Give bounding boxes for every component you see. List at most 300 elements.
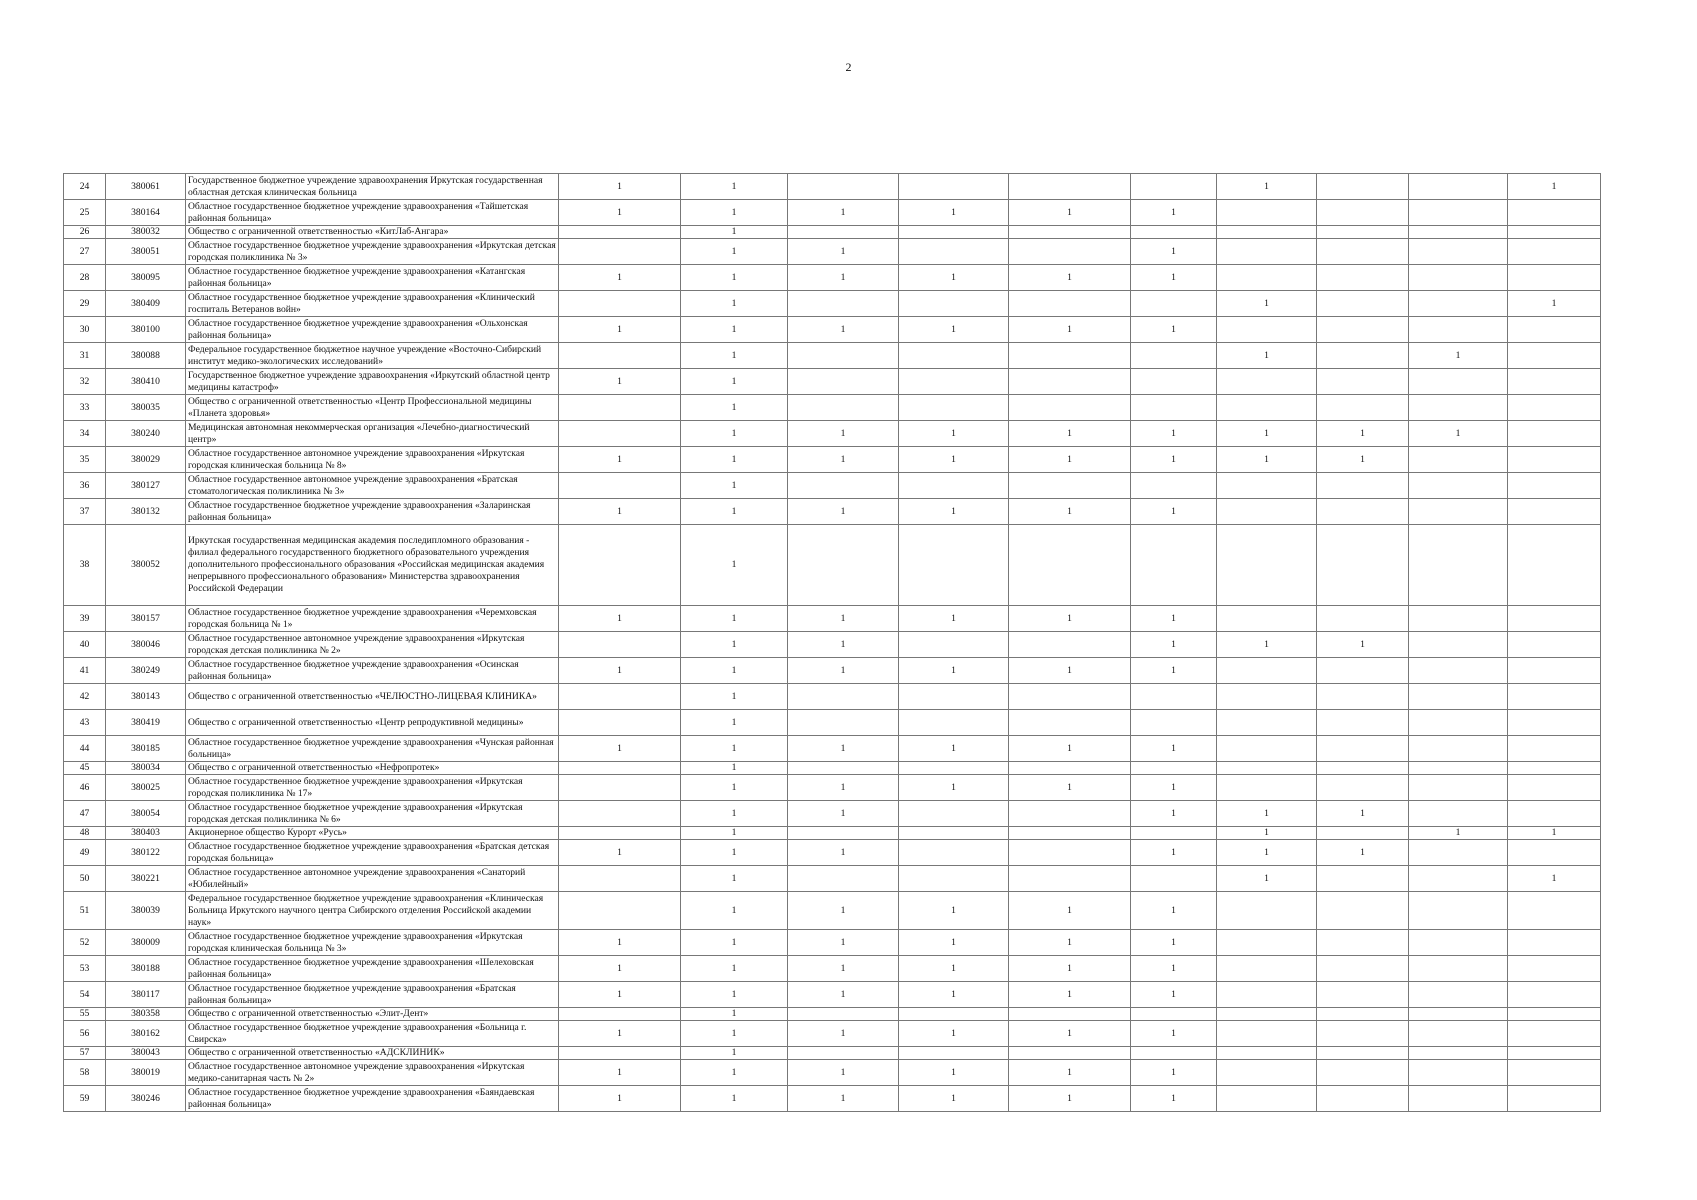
table-row	[64, 343, 1601, 369]
flag-cell: 1	[681, 317, 788, 343]
flag-cell	[1508, 658, 1601, 684]
table-row	[64, 684, 1601, 710]
row-number: 27	[64, 239, 106, 265]
organization-name: Областное государственное автономное учреждение здравоохранения «Иркутская городская детская поликлиника № 2»	[186, 632, 559, 658]
flag-cell	[788, 369, 899, 395]
flag-cell: 1	[681, 1021, 788, 1047]
flag-cell	[1409, 265, 1508, 291]
flag-cell	[1508, 930, 1601, 956]
registry-code: 380410	[106, 369, 186, 395]
flag-cell	[1317, 892, 1409, 930]
flag-cell	[788, 174, 899, 200]
flag-cell	[1009, 684, 1131, 710]
flag-cell	[1217, 982, 1317, 1008]
registry-code: 380221	[106, 866, 186, 892]
flag-cell: 1	[681, 684, 788, 710]
flag-cell	[1508, 1008, 1601, 1021]
flag-cell	[559, 684, 681, 710]
flag-cell: 1	[559, 840, 681, 866]
flag-cell	[1409, 447, 1508, 473]
registry-code: 380095	[106, 265, 186, 291]
flag-cell	[788, 226, 899, 239]
flag-cell	[1217, 395, 1317, 421]
flag-cell	[1508, 606, 1601, 632]
flag-cell: 1	[1131, 658, 1217, 684]
organization-name: Общество с ограниченной ответственностью «Нефропротек»	[186, 762, 559, 775]
flag-cell	[1217, 1008, 1317, 1021]
flag-cell	[899, 291, 1009, 317]
table-row	[64, 447, 1601, 473]
registry-code: 380019	[106, 1060, 186, 1086]
flag-cell	[899, 525, 1009, 606]
flag-cell	[788, 1047, 899, 1060]
flag-cell	[1131, 343, 1217, 369]
table-row	[64, 421, 1601, 447]
table-row	[64, 525, 1601, 606]
flag-cell	[1409, 226, 1508, 239]
organization-name: Областное государственное бюджетное учреждение здравоохранения «Клинический госпиталь Ветеранов войн»	[186, 291, 559, 317]
flag-cell: 1	[1217, 632, 1317, 658]
flag-cell: 1	[681, 956, 788, 982]
flag-cell: 1	[1009, 892, 1131, 930]
row-number: 30	[64, 317, 106, 343]
flag-cell	[1508, 239, 1601, 265]
flag-cell	[1131, 473, 1217, 499]
flag-cell: 1	[1131, 956, 1217, 982]
row-number: 55	[64, 1008, 106, 1021]
flag-cell	[1409, 1047, 1508, 1060]
registry-code: 380246	[106, 1086, 186, 1112]
registry-code: 380162	[106, 1021, 186, 1047]
flag-cell	[788, 395, 899, 421]
flag-cell	[1409, 762, 1508, 775]
flag-cell: 1	[1009, 421, 1131, 447]
row-number: 43	[64, 710, 106, 736]
flag-cell	[1009, 473, 1131, 499]
flag-cell	[559, 1008, 681, 1021]
organization-name: Общество с ограниченной ответственностью «АДСКЛИНИК»	[186, 1047, 559, 1060]
registry-code: 380051	[106, 239, 186, 265]
row-number: 45	[64, 762, 106, 775]
flag-cell	[1317, 1021, 1409, 1047]
registry-code: 380127	[106, 473, 186, 499]
flag-cell: 1	[899, 317, 1009, 343]
organization-name: Областное государственное бюджетное учреждение здравоохранения «Иркутская городская поликлиника № 17»	[186, 775, 559, 801]
flag-cell: 1	[1317, 801, 1409, 827]
flag-cell	[559, 632, 681, 658]
flag-cell: 1	[1217, 174, 1317, 200]
flag-cell	[899, 343, 1009, 369]
flag-cell	[1409, 710, 1508, 736]
flag-cell	[788, 710, 899, 736]
table-row	[64, 200, 1601, 226]
flag-cell	[1508, 775, 1601, 801]
flag-cell: 1	[681, 265, 788, 291]
flag-cell: 1	[899, 606, 1009, 632]
flag-cell: 1	[1317, 447, 1409, 473]
flag-cell	[788, 762, 899, 775]
flag-cell	[1217, 1060, 1317, 1086]
flag-cell: 1	[1217, 447, 1317, 473]
registry-code: 380419	[106, 710, 186, 736]
flag-cell	[1217, 606, 1317, 632]
flag-cell	[1217, 658, 1317, 684]
flag-cell	[1317, 930, 1409, 956]
organization-name: Медицинская автономная некоммерческая организация «Лечебно-диагностический центр»	[186, 421, 559, 447]
flag-cell	[1217, 775, 1317, 801]
flag-cell: 1	[788, 1086, 899, 1112]
flag-cell: 1	[681, 1060, 788, 1086]
flag-cell: 1	[1009, 1060, 1131, 1086]
row-number: 32	[64, 369, 106, 395]
organization-name: Областное государственное автономное учреждение здравоохранения «Иркутская городская клиническая больница № 8»	[186, 447, 559, 473]
row-number: 33	[64, 395, 106, 421]
registry-code: 380039	[106, 892, 186, 930]
organization-name: Иркутская государственная медицинская академия последипломного образования - филиал федерального государственного бюджетного образовательного учреждения дополнительного профессионального образования «Российская медицинская академия непрерывного профессионального образования» Министерства здравоохранения Российской Федерации	[186, 525, 559, 606]
flag-cell: 1	[1009, 606, 1131, 632]
flag-cell: 1	[681, 200, 788, 226]
flag-cell: 1	[788, 265, 899, 291]
flag-cell	[1131, 762, 1217, 775]
flag-cell	[1409, 658, 1508, 684]
flag-cell	[1508, 736, 1601, 762]
flag-cell: 1	[559, 200, 681, 226]
flag-cell	[1409, 956, 1508, 982]
flag-cell	[1317, 369, 1409, 395]
flag-cell: 1	[681, 499, 788, 525]
table-row	[64, 840, 1601, 866]
flag-cell	[899, 827, 1009, 840]
registry-code: 380122	[106, 840, 186, 866]
flag-cell: 1	[559, 317, 681, 343]
flag-cell: 1	[681, 174, 788, 200]
flag-cell: 1	[1009, 1021, 1131, 1047]
flag-cell: 1	[1131, 421, 1217, 447]
flag-cell	[899, 1008, 1009, 1021]
flag-cell	[788, 291, 899, 317]
flag-cell: 1	[1409, 827, 1508, 840]
flag-cell: 1	[559, 447, 681, 473]
flag-cell	[899, 632, 1009, 658]
flag-cell: 1	[899, 956, 1009, 982]
flag-cell: 1	[681, 1047, 788, 1060]
flag-cell	[1409, 684, 1508, 710]
flag-cell: 1	[899, 982, 1009, 1008]
flag-cell: 1	[681, 982, 788, 1008]
flag-cell	[559, 892, 681, 930]
flag-cell	[1508, 447, 1601, 473]
registry-table	[63, 173, 1601, 1112]
flag-cell	[899, 801, 1009, 827]
registry-code: 380143	[106, 684, 186, 710]
flag-cell: 1	[681, 606, 788, 632]
flag-cell: 1	[1317, 840, 1409, 866]
row-number: 58	[64, 1060, 106, 1086]
flag-cell	[1508, 525, 1601, 606]
table-row	[64, 762, 1601, 775]
flag-cell: 1	[788, 840, 899, 866]
flag-cell: 1	[1409, 421, 1508, 447]
flag-cell: 1	[559, 265, 681, 291]
row-number: 26	[64, 226, 106, 239]
flag-cell: 1	[681, 447, 788, 473]
flag-cell: 1	[788, 956, 899, 982]
flag-cell	[1131, 684, 1217, 710]
organization-name: Областное государственное бюджетное учреждение здравоохранения «Ольхонская районная больница»	[186, 317, 559, 343]
organization-name: Областное государственное бюджетное учреждение здравоохранения «Тайшетская районная больница»	[186, 200, 559, 226]
flag-cell	[1317, 775, 1409, 801]
registry-code: 380061	[106, 174, 186, 200]
flag-cell: 1	[788, 239, 899, 265]
flag-cell	[559, 395, 681, 421]
flag-cell: 1	[681, 892, 788, 930]
flag-cell	[559, 1047, 681, 1060]
flag-cell	[1317, 736, 1409, 762]
flag-cell	[1508, 317, 1601, 343]
organization-name: Областное государственное бюджетное учреждение здравоохранения «Черемховская городская больница № 1»	[186, 606, 559, 632]
flag-cell	[1009, 710, 1131, 736]
registry-code: 380025	[106, 775, 186, 801]
flag-cell	[1409, 632, 1508, 658]
row-number: 48	[64, 827, 106, 840]
flag-cell	[559, 775, 681, 801]
flag-cell	[1317, 499, 1409, 525]
page-number: 2	[845, 60, 852, 74]
flag-cell	[899, 762, 1009, 775]
flag-cell: 1	[788, 499, 899, 525]
flag-cell	[1009, 1047, 1131, 1060]
registry-code: 380358	[106, 1008, 186, 1021]
flag-cell: 1	[681, 343, 788, 369]
flag-cell	[1217, 239, 1317, 265]
flag-cell	[1217, 1086, 1317, 1112]
flag-cell	[1317, 658, 1409, 684]
flag-cell	[1317, 1060, 1409, 1086]
organization-name: Областное государственное бюджетное учреждение здравоохранения «Шелеховская районная больница»	[186, 956, 559, 982]
flag-cell: 1	[788, 632, 899, 658]
flag-cell: 1	[681, 658, 788, 684]
row-number: 34	[64, 421, 106, 447]
flag-cell	[1217, 762, 1317, 775]
flag-cell	[1409, 525, 1508, 606]
flag-cell: 1	[559, 606, 681, 632]
flag-cell	[788, 525, 899, 606]
table-row	[64, 982, 1601, 1008]
flag-cell	[1317, 226, 1409, 239]
flag-cell: 1	[1217, 827, 1317, 840]
flag-cell: 1	[899, 1021, 1009, 1047]
flag-cell	[559, 473, 681, 499]
flag-cell	[559, 525, 681, 606]
row-number: 56	[64, 1021, 106, 1047]
flag-cell	[559, 421, 681, 447]
flag-cell	[1009, 174, 1131, 200]
flag-cell	[559, 827, 681, 840]
flag-cell: 1	[1508, 291, 1601, 317]
row-number: 49	[64, 840, 106, 866]
organization-name: Федеральное государственное бюджетное научное учреждение «Восточно-Сибирский институт медико-экологических исследований»	[186, 343, 559, 369]
organization-name: Областное государственное автономное учреждение здравоохранения «Санаторий «Юбилейный»	[186, 866, 559, 892]
flag-cell: 1	[899, 499, 1009, 525]
flag-cell	[559, 801, 681, 827]
flag-cell: 1	[1131, 1086, 1217, 1112]
flag-cell	[1317, 606, 1409, 632]
flag-cell: 1	[1009, 499, 1131, 525]
table-row	[64, 892, 1601, 930]
row-number: 51	[64, 892, 106, 930]
flag-cell	[1508, 840, 1601, 866]
flag-cell	[1508, 395, 1601, 421]
flag-cell	[1508, 226, 1601, 239]
flag-cell	[1009, 369, 1131, 395]
flag-cell: 1	[1131, 982, 1217, 1008]
flag-cell	[1009, 226, 1131, 239]
flag-cell: 1	[1317, 632, 1409, 658]
flag-cell	[1508, 982, 1601, 1008]
organization-name: Областное государственное бюджетное учреждение здравоохранения «Баяндаевская районная больница»	[186, 1086, 559, 1112]
flag-cell	[1409, 239, 1508, 265]
flag-cell	[1409, 840, 1508, 866]
flag-cell: 1	[1131, 775, 1217, 801]
table-row	[64, 632, 1601, 658]
organization-name: Областное государственное бюджетное учреждение здравоохранения «Братская районная больница»	[186, 982, 559, 1008]
flag-cell	[1409, 200, 1508, 226]
organization-name: Общество с ограниченной ответственностью «Центр Профессиональной медицины «Планета здоровья»	[186, 395, 559, 421]
flag-cell	[1409, 369, 1508, 395]
registry-code: 380088	[106, 343, 186, 369]
registry-code: 380188	[106, 956, 186, 982]
flag-cell	[1409, 1021, 1508, 1047]
flag-cell	[1508, 892, 1601, 930]
flag-cell	[788, 866, 899, 892]
flag-cell	[1009, 1008, 1131, 1021]
flag-cell	[1409, 736, 1508, 762]
flag-cell: 1	[1131, 239, 1217, 265]
organization-name: Областное государственное бюджетное учреждение здравоохранения «Заларинская районная больница»	[186, 499, 559, 525]
flag-cell: 1	[681, 736, 788, 762]
flag-cell	[1009, 395, 1131, 421]
flag-cell	[899, 395, 1009, 421]
flag-cell	[1409, 317, 1508, 343]
table-row	[64, 1060, 1601, 1086]
flag-cell	[1409, 866, 1508, 892]
flag-cell: 1	[681, 395, 788, 421]
flag-cell	[788, 343, 899, 369]
flag-cell	[1009, 827, 1131, 840]
flag-cell: 1	[1131, 801, 1217, 827]
organization-name: Областное государственное бюджетное учреждение здравоохранения «Иркутская городская клиническая больница № 3»	[186, 930, 559, 956]
flag-cell: 1	[1131, 606, 1217, 632]
flag-cell: 1	[1508, 866, 1601, 892]
flag-cell: 1	[788, 982, 899, 1008]
flag-cell	[899, 684, 1009, 710]
flag-cell	[1317, 827, 1409, 840]
flag-cell: 1	[1217, 291, 1317, 317]
flag-cell: 1	[559, 956, 681, 982]
flag-cell	[1131, 827, 1217, 840]
registry-code: 380043	[106, 1047, 186, 1060]
registry-code: 380403	[106, 827, 186, 840]
registry-code: 380117	[106, 982, 186, 1008]
table-row	[64, 606, 1601, 632]
flag-cell: 1	[681, 525, 788, 606]
flag-cell	[788, 1008, 899, 1021]
flag-cell	[1317, 866, 1409, 892]
flag-cell	[899, 866, 1009, 892]
flag-cell: 1	[1131, 499, 1217, 525]
flag-cell: 1	[899, 658, 1009, 684]
flag-cell	[1217, 226, 1317, 239]
flag-cell	[1409, 982, 1508, 1008]
table-row	[64, 1086, 1601, 1112]
flag-cell	[1409, 1008, 1508, 1021]
flag-cell: 1	[1009, 447, 1131, 473]
flag-cell	[1317, 525, 1409, 606]
registry-code: 380100	[106, 317, 186, 343]
flag-cell	[899, 473, 1009, 499]
flag-cell: 1	[1409, 343, 1508, 369]
row-number: 41	[64, 658, 106, 684]
flag-cell	[1131, 174, 1217, 200]
flag-cell	[788, 684, 899, 710]
flag-cell: 1	[1131, 265, 1217, 291]
flag-cell: 1	[559, 658, 681, 684]
flag-cell: 1	[899, 265, 1009, 291]
registry-code: 380185	[106, 736, 186, 762]
table-row	[64, 956, 1601, 982]
flag-cell: 1	[788, 317, 899, 343]
flag-cell: 1	[559, 369, 681, 395]
organization-name: Государственное бюджетное учреждение здравоохранения Иркутская государственная областная детская клиническая больница	[186, 174, 559, 200]
flag-cell	[1009, 632, 1131, 658]
flag-cell: 1	[788, 1060, 899, 1086]
flag-cell	[899, 369, 1009, 395]
organization-name: Областное государственное бюджетное учреждение здравоохранения «Чунская районная больница»	[186, 736, 559, 762]
registry-code: 380164	[106, 200, 186, 226]
flag-cell	[1317, 265, 1409, 291]
flag-cell: 1	[681, 473, 788, 499]
flag-cell	[559, 343, 681, 369]
registry-code: 380409	[106, 291, 186, 317]
flag-cell: 1	[1131, 447, 1217, 473]
row-number: 54	[64, 982, 106, 1008]
flag-cell	[1508, 801, 1601, 827]
row-number: 37	[64, 499, 106, 525]
row-number: 57	[64, 1047, 106, 1060]
flag-cell	[1508, 632, 1601, 658]
organization-name: Областное государственное бюджетное учреждение здравоохранения «Осинская районная больница»	[186, 658, 559, 684]
row-number: 42	[64, 684, 106, 710]
flag-cell	[1508, 421, 1601, 447]
flag-cell	[1409, 395, 1508, 421]
registry-code: 380240	[106, 421, 186, 447]
flag-cell: 1	[1009, 317, 1131, 343]
flag-cell: 1	[681, 632, 788, 658]
organization-name: Общество с ограниченной ответственностью «Элит-Дент»	[186, 1008, 559, 1021]
flag-cell: 1	[559, 930, 681, 956]
flag-cell	[1317, 395, 1409, 421]
flag-cell	[1508, 200, 1601, 226]
flag-cell	[559, 291, 681, 317]
flag-cell	[559, 762, 681, 775]
flag-cell	[1131, 395, 1217, 421]
table-row	[64, 1008, 1601, 1021]
flag-cell: 1	[1131, 892, 1217, 930]
flag-cell: 1	[1009, 956, 1131, 982]
flag-cell	[1508, 265, 1601, 291]
registry-code: 380035	[106, 395, 186, 421]
table-row	[64, 239, 1601, 265]
